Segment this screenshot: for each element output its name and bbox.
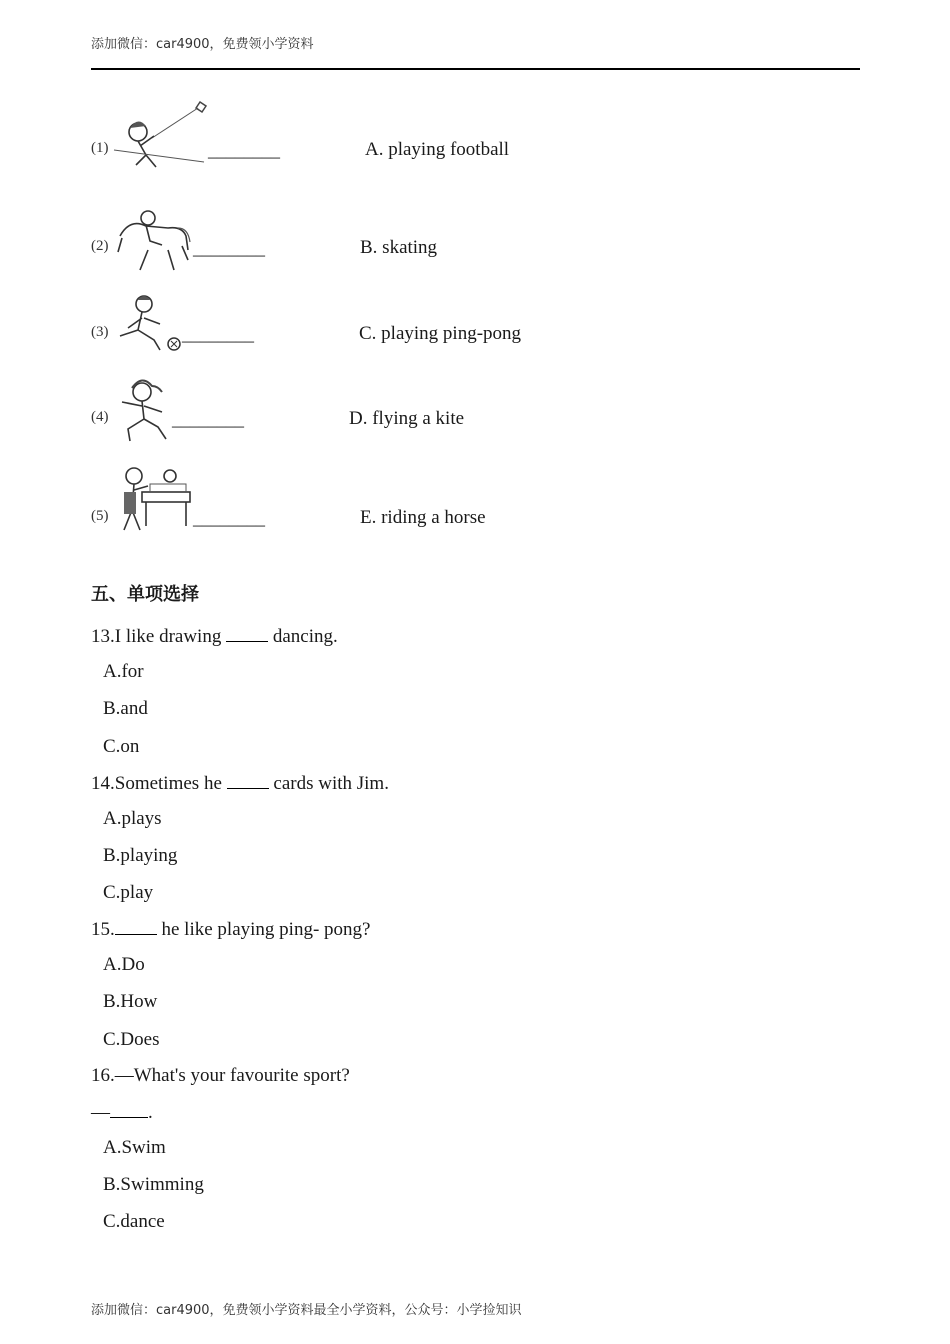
football-picture (112, 294, 186, 356)
choice-b[interactable]: B.Swimming (103, 1174, 204, 1195)
option-label: E. riding a horse (360, 507, 486, 528)
question-text: dancing. (268, 626, 338, 647)
answer-blank[interactable]: ________ (193, 238, 265, 258)
option-label: B. skating (360, 237, 438, 258)
question-15 (91, 918, 370, 941)
section-title: 五、单项选择 (91, 584, 199, 605)
item-number: (2) (91, 238, 109, 254)
question-blank (226, 625, 268, 642)
question-blank (227, 772, 269, 789)
header-rule (91, 68, 860, 70)
choice-a[interactable]: A.plays (103, 808, 162, 829)
question-blank (115, 918, 157, 935)
choice-a[interactable]: A.Swim (103, 1137, 166, 1158)
question-text: cards with Jim. (268, 773, 389, 794)
question-14 (91, 772, 389, 795)
question-text: . (148, 1102, 153, 1123)
question-text: — (91, 1102, 110, 1123)
question-text: 13.I like drawing (91, 626, 227, 647)
choice-b[interactable]: B.playing (103, 845, 178, 866)
item-number: (5) (91, 508, 109, 524)
option-label: D. flying a kite (349, 408, 465, 429)
item-number: (4) (91, 409, 109, 425)
option-label: C. playing ping-pong (359, 323, 522, 344)
answer-blank[interactable]: ________ (193, 508, 265, 528)
choice-c[interactable]: C.Does (103, 1029, 160, 1050)
choice-c[interactable]: C.play (103, 882, 154, 903)
question-16-answer-line (91, 1101, 153, 1124)
question-blank (110, 1101, 148, 1118)
choice-c[interactable]: C.dance (103, 1211, 165, 1232)
option-label: A. playing football (365, 139, 510, 160)
question-text: he like playing ping- pong? (156, 919, 371, 940)
choice-a[interactable]: A.Do (103, 954, 145, 975)
kite-flying-picture (112, 98, 208, 178)
item-number: (1) (91, 140, 109, 156)
answer-blank[interactable]: ________ (172, 409, 244, 429)
question-text: 14.Sometimes he (91, 773, 227, 794)
choice-a[interactable]: A.for (103, 661, 144, 682)
answer-blank[interactable]: ________ (208, 140, 280, 160)
choice-b[interactable]: B.How (103, 991, 158, 1012)
question-16: 16.—What's your favourite sport? (91, 1065, 350, 1086)
question-text: 15. (91, 919, 115, 940)
item-number: (3) (91, 324, 109, 340)
choice-b[interactable]: B.and (103, 698, 148, 719)
horse-riding-picture (112, 206, 194, 276)
skating-picture (112, 378, 174, 448)
answer-blank[interactable]: ________ (182, 324, 254, 344)
question-13 (91, 625, 338, 648)
choice-c[interactable]: C.on (103, 736, 140, 757)
ping-pong-picture (112, 462, 194, 542)
page-header: 添加微信：car4900，免费领小学资料 (91, 37, 314, 52)
page-footer: 添加微信：car4900，免费领小学资料最全小学资料，公众号：小学捡知识 (91, 1303, 522, 1318)
